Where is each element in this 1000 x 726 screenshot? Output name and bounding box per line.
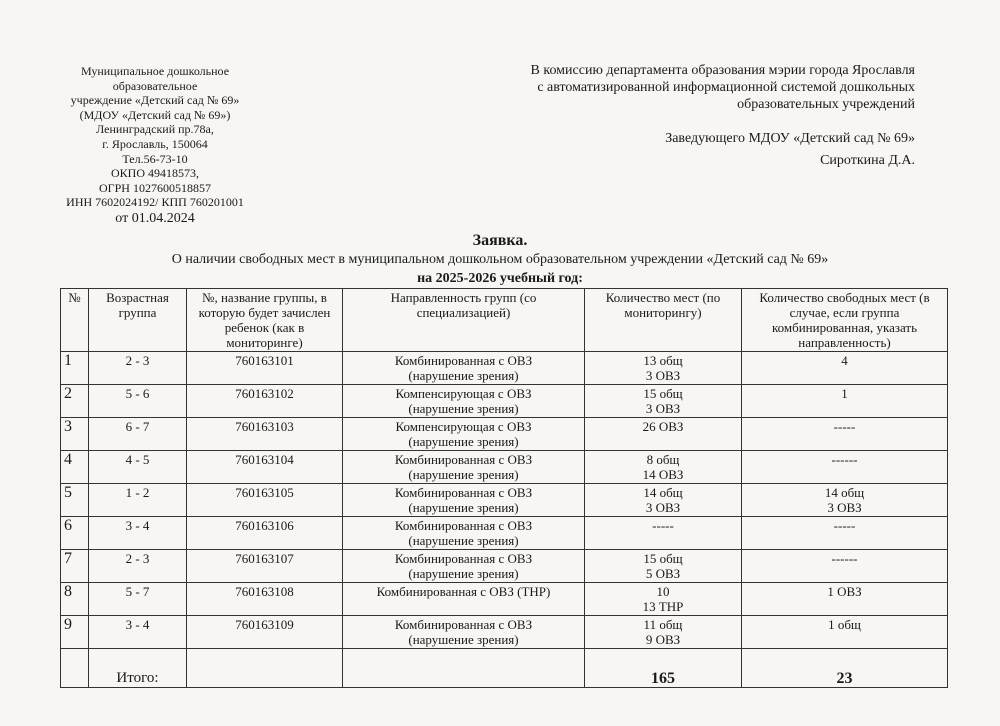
cell-age-group: 4 - 5	[89, 451, 187, 484]
header-age-group: Возрастная группа	[89, 289, 187, 352]
cell-direction: Компенсирующая с ОВЗ (нарушение зрения)	[343, 418, 585, 451]
cell-free-places: -----	[742, 517, 948, 550]
sender-line: ОКПО 49418573,	[110, 166, 199, 181]
sender-line: образовательное	[112, 78, 198, 93]
cell-places: 15 общ 3 ОВЗ	[585, 385, 742, 418]
cell-direction: Комбинированная с ОВЗ (нарушение зрения)	[343, 451, 585, 484]
sender-line: Тел.56-73-10	[122, 151, 188, 166]
total-row	[61, 649, 948, 688]
total-free-places: 23	[742, 649, 948, 688]
cell-group-id: 760163103	[187, 418, 343, 451]
table-row	[61, 451, 948, 484]
cell-places: 10 13 ТНР	[585, 583, 742, 616]
cell-direction: Комбинированная с ОВЗ (ТНР)	[343, 583, 585, 616]
cell-free-places: 1 ОВЗ	[742, 583, 948, 616]
cell-group-id: 760163101	[187, 352, 343, 385]
cell-number: 8	[61, 583, 89, 616]
sender-line: г. Ярославль, 150064	[102, 136, 208, 151]
cell-age-group: 1 - 2	[89, 484, 187, 517]
cell-empty	[61, 649, 89, 688]
cell-empty	[187, 649, 343, 688]
cell-number: 4	[61, 451, 89, 484]
cell-group-id: 760163106	[187, 517, 343, 550]
document-year: на 2025-2026 учебный год:	[417, 271, 583, 286]
table-row	[61, 418, 948, 451]
table-row	[61, 583, 948, 616]
cell-group-id: 760163109	[187, 616, 343, 649]
cell-age-group: 2 - 3	[89, 550, 187, 583]
recipient-block	[495, 62, 915, 169]
cell-group-id: 760163104	[187, 451, 343, 484]
cell-direction: Комбинированная с ОВЗ (нарушение зрения)	[343, 517, 585, 550]
cell-places: 13 общ 3 ОВЗ	[585, 352, 742, 385]
document-subtitle: О наличии свободных мест в муниципальном дошкольном образовательном учреждении «Детский сад № 69»	[171, 252, 829, 267]
cell-age-group: 3 - 4	[89, 517, 187, 550]
sender-block	[55, 64, 255, 227]
cell-age-group: 6 - 7	[89, 418, 187, 451]
recipient-line: с автоматизированной информационной системой дошкольных	[537, 80, 915, 95]
cell-empty	[343, 649, 585, 688]
table-row	[61, 385, 948, 418]
cell-group-id: 760163102	[187, 385, 343, 418]
cell-free-places: 4	[742, 352, 948, 385]
cell-age-group: 2 - 3	[89, 352, 187, 385]
cell-number: 1	[61, 352, 89, 385]
header-places: Количество мест (по мониторингу)	[585, 289, 742, 352]
cell-direction: Комбинированная с ОВЗ (нарушение зрения)	[343, 352, 585, 385]
cell-number: 2	[61, 385, 89, 418]
cell-group-id: 760163107	[187, 550, 343, 583]
cell-number: 6	[61, 517, 89, 550]
cell-free-places: ------	[742, 451, 948, 484]
total-places: 165	[585, 649, 742, 688]
cell-group-id: 760163108	[187, 583, 343, 616]
cell-age-group: 5 - 6	[89, 385, 187, 418]
cell-places: 26 ОВЗ	[585, 418, 742, 451]
cell-free-places: 1	[742, 385, 948, 418]
cell-age-group: 3 - 4	[89, 616, 187, 649]
cell-group-id: 760163105	[187, 484, 343, 517]
sender-line: учреждение «Детский сад № 69»	[70, 93, 240, 108]
vacancies-table	[60, 288, 948, 688]
cell-number: 3	[61, 418, 89, 451]
cell-places: 8 общ 14 ОВЗ	[585, 451, 742, 484]
recipient-position: Заведующего МДОУ «Детский сад № 69»	[665, 131, 915, 146]
document-title: Заявка.	[472, 232, 528, 249]
cell-places: -----	[585, 517, 742, 550]
sender-line: ИНН 7602024192/ КПП 760201001	[66, 195, 244, 210]
cell-direction: Комбинированная с ОВЗ (нарушение зрения)	[343, 550, 585, 583]
cell-age-group: 5 - 7	[89, 583, 187, 616]
table-row	[61, 616, 948, 649]
cell-number: 5	[61, 484, 89, 517]
cell-direction: Компенсирующая с ОВЗ (нарушение зрения)	[343, 385, 585, 418]
cell-number: 7	[61, 550, 89, 583]
total-label: Итого:	[89, 649, 187, 688]
recipient-name: Сироткина Д.А.	[820, 153, 915, 168]
cell-free-places: -----	[742, 418, 948, 451]
recipient-line: В комиссию департамента образования мэрии города Ярославля	[530, 63, 915, 78]
sender-line: Ленинградский пр.78а,	[96, 122, 214, 137]
table-header-row	[61, 289, 948, 352]
header-direction: Направленность групп (со специализацией)	[343, 289, 585, 352]
cell-places: 14 общ 3 ОВЗ	[585, 484, 742, 517]
header-free-places: Количество свободных мест (в случае, если группа комбинированная, указать направленность)	[742, 289, 948, 352]
document-date: от 01.04.2024	[115, 210, 195, 226]
cell-number: 9	[61, 616, 89, 649]
table-row	[61, 550, 948, 583]
cell-free-places: ------	[742, 550, 948, 583]
cell-free-places: 14 общ 3 ОВЗ	[742, 484, 948, 517]
table-row	[61, 352, 948, 385]
cell-direction: Комбинированная с ОВЗ (нарушение зрения)	[343, 484, 585, 517]
header-number: №	[61, 289, 89, 352]
cell-direction: Комбинированная с ОВЗ (нарушение зрения)	[343, 616, 585, 649]
sender-line: (МДОУ «Детский сад № 69»)	[79, 107, 231, 122]
sender-line: Муниципальное дошкольное	[80, 64, 230, 78]
header-group-id: №, название группы, в которую будет зачислен ребенок (как в мониторинге)	[187, 289, 343, 352]
recipient-line: образовательных учреждений	[737, 97, 915, 112]
table-row	[61, 517, 948, 550]
table-row	[61, 484, 948, 517]
cell-free-places: 1 общ	[742, 616, 948, 649]
cell-places: 15 общ 5 ОВЗ	[585, 550, 742, 583]
sender-line: ОГРН 1027600518857	[99, 180, 211, 195]
cell-places: 11 общ 9 ОВЗ	[585, 616, 742, 649]
